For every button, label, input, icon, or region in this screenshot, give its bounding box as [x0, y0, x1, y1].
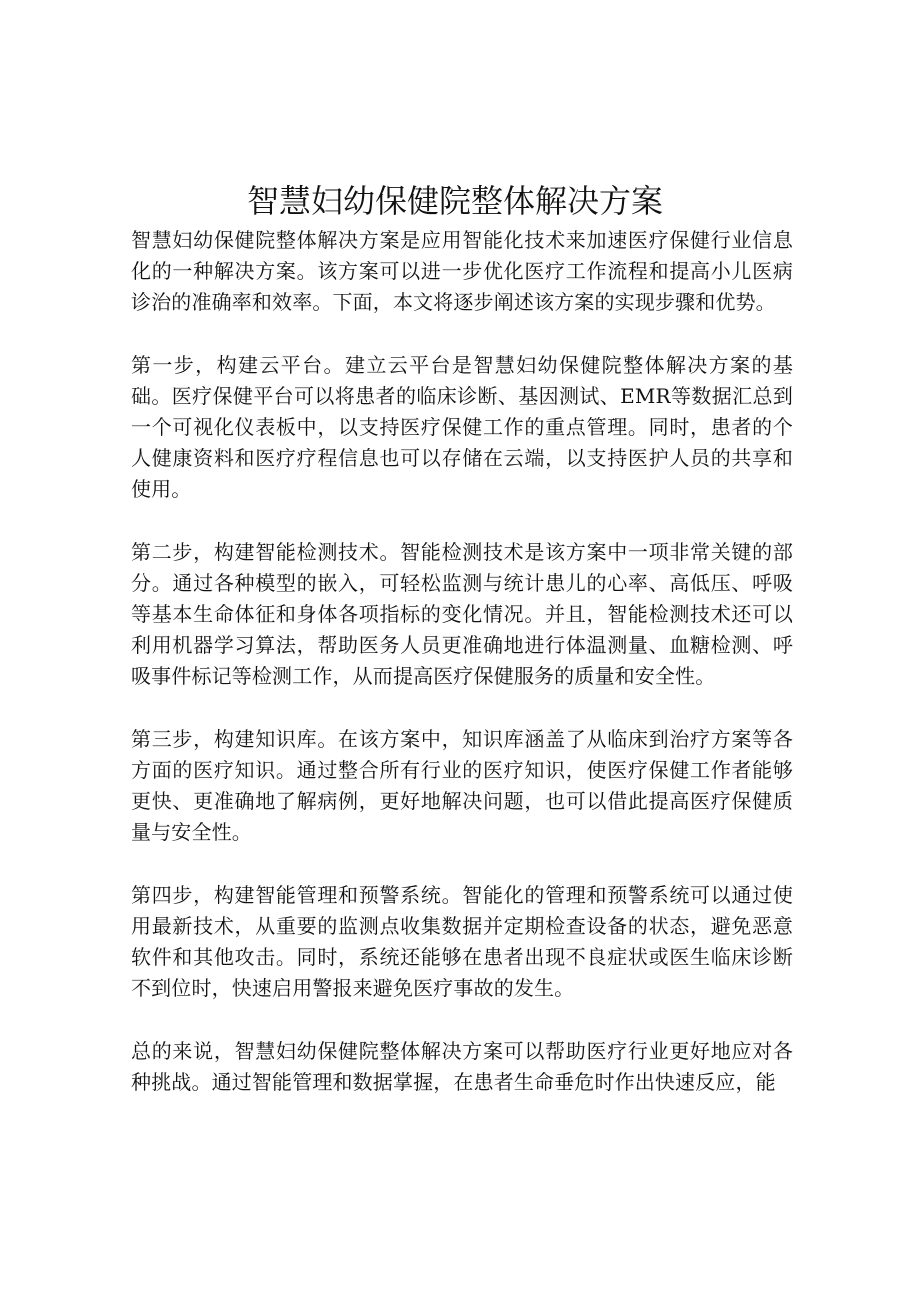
paragraph-step-4: 第四步，构建智能管理和预警系统。智能化的管理和预警系统可以通过使用最新技术，从重要的监测点收集数据并定期检查设备的状态，避免恶意软件和其他攻击。同时，系统还能够在患者出现不良症状或医生临床诊断不到位时，快速启用警报来避免医疗事故的发生。: [131, 883, 793, 1000]
paragraph-summary: 总的来说，智慧妇幼保健院整体解决方案可以帮助医疗行业更好地应对各种挑战。通过智能管理和数据掌握，在患者生命垂危时作出快速反应，能: [131, 1039, 793, 1094]
paragraph-step-2: 第二步，构建智能检测技术。智能检测技术是该方案中一项非常关键的部分。通过各种模型的嵌入，可轻松监测与统计患儿的心率、高低压、呼吸等基本生命体征和身体各项指标的变化情况。并且，智能检测技术还可以利用机器学习算法，帮助医务人员更准确地进行体温测量、血糖检测、呼吸事件标记等检测工作，从而提高医疗保健服务的质量和安全性。: [131, 540, 793, 688]
paragraph-intro: 智慧妇幼保健院整体解决方案是应用智能化技术来加速医疗保健行业信息化的一种解决方案。该方案可以进一步优化医疗工作流程和提高小儿医病诊治的准确率和效率。下面，本文将逐步阐述该方案的实现步骤和优势。: [131, 228, 793, 314]
paragraph-step-3: 第三步，构建知识库。在该方案中，知识库涵盖了从临床到治疗方案等各方面的医疗知识。通过整合所有行业的医疗知识，使医疗保健工作者能够更快、更准确地了解病例，更好地解决问题，也可以借此提高医疗保健质量与安全性。: [131, 727, 793, 844]
document-body: [131, 225, 793, 1130]
document-title: 智慧妇幼保健院整体解决方案: [246, 182, 663, 220]
paragraph-step-1: 第一步，构建云平台。建立云平台是智慧妇幼保健院整体解决方案的基础。医疗保健平台可以将患者的临床诊断、基因测试、EMR等数据汇总到一个可视化仪表板中，以支持医疗保健工作的重点管理。同时，患者的个人健康资料和医疗疗程信息也可以存储在云端，以支持医护人员的共享和使用。: [131, 353, 793, 501]
